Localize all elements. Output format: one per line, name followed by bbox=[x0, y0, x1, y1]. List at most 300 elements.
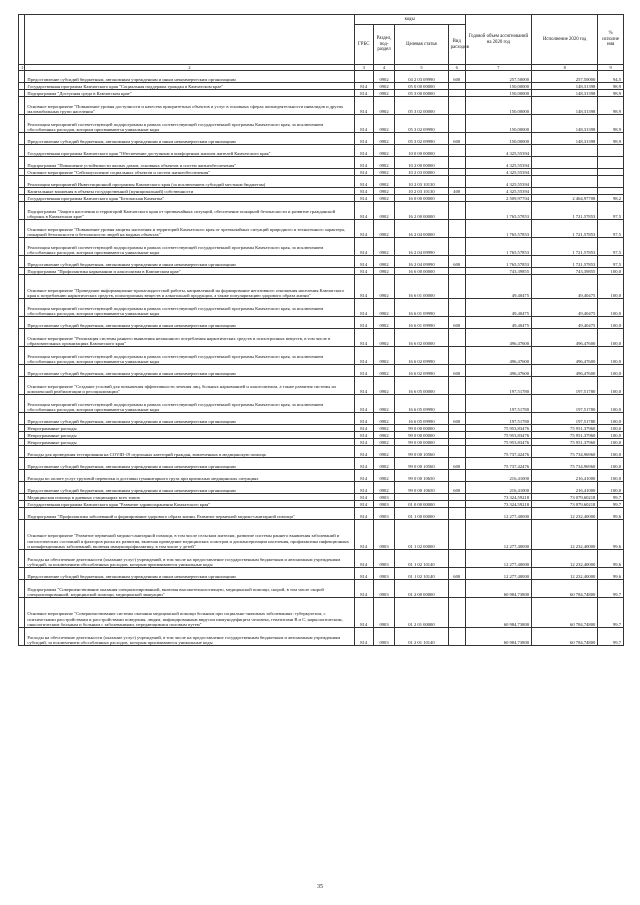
row-vr-cell bbox=[448, 432, 465, 439]
row-pct-cell bbox=[598, 157, 624, 169]
row-vr-cell bbox=[448, 347, 465, 365]
row-exec-cell: 216,41000 bbox=[532, 470, 598, 482]
row-vr-cell bbox=[448, 275, 465, 299]
row-exec-cell: 60 784,74800 bbox=[532, 628, 598, 646]
row-cs-cell: 99 0 00 10560 bbox=[395, 458, 448, 470]
row-grbs-cell: 814 bbox=[354, 202, 373, 220]
header-razdel: Раздел, под-раздел bbox=[373, 25, 394, 65]
row-vr-cell bbox=[448, 494, 465, 501]
row-volume-cell: 4 325,55394 bbox=[465, 157, 531, 169]
row-vr-cell bbox=[448, 220, 465, 238]
row-razdel-cell: 0903 bbox=[373, 501, 394, 508]
row-cs-cell: 01 1 00 00000 bbox=[395, 508, 448, 520]
row-razdel-cell: 0902 bbox=[373, 115, 394, 133]
row-pct-cell: 99,7 bbox=[598, 628, 624, 646]
row-exec-cell: 73 079,60218 bbox=[532, 494, 598, 501]
row-name-cell: Предоставление субсидий бюджетным, автономным учреждениям и иным некоммерческим организациям bbox=[25, 482, 354, 494]
row-vr-cell bbox=[448, 83, 465, 90]
row-cs-cell: 10 2 03 10130 bbox=[395, 176, 448, 188]
table-row bbox=[19, 482, 624, 494]
row-razdel-cell: 0903 bbox=[373, 508, 394, 520]
row-name-cell: Основное мероприятие "Совершенствование системы оказания медицинской помощи больным при социально-значимых заболеваниях: туберкулезом, с психическими расстройствами и расстройствами поведения, людям, инфицированным вирусом иммунодефицита человека, гепатитами B и C, наркологическим, онкологическим больным и больным с заболеваниями, передающимися половым путем" bbox=[25, 598, 354, 628]
row-cs-cell: 01 2 01 10140 bbox=[395, 628, 448, 646]
row-razdel-cell: 0902 bbox=[373, 176, 394, 188]
row-name-cell: Подпрограмма "Совершенствование оказания специализированной, включая высокотехнологичную, медицинской помощи, скорой, в том числе скорой специализированной, медицинской помощи, медицинской эвакуации" bbox=[25, 580, 354, 598]
colnum: 3 bbox=[354, 65, 373, 71]
row-volume-cell: 197,51780 bbox=[465, 377, 531, 395]
row-cs-cell: 01 0 00 00000 bbox=[395, 501, 448, 508]
row-vr-cell: 600 bbox=[448, 413, 465, 425]
table-row bbox=[19, 494, 624, 501]
row-name-cell: Основное мероприятие "Создание условий для повышения эффективности лечения лиц, больных наркоманией и алкоголизмом, а также развития системы их комплексной реабилитации и ресоциализации" bbox=[25, 377, 354, 395]
budget-table bbox=[18, 14, 624, 646]
header-grbs: ГРБС bbox=[354, 25, 373, 65]
row-vr-cell bbox=[448, 115, 465, 133]
row-exec-cell: 216,41000 bbox=[532, 482, 598, 494]
table-row bbox=[19, 470, 624, 482]
row-razdel-cell: 0902 bbox=[373, 347, 394, 365]
row-volume-cell: 75 953,83476 bbox=[465, 425, 531, 432]
row-exec-cell: 257,50000 bbox=[532, 71, 598, 83]
row-name-cell: Медицинская помощь в дневных стационарах всех типов bbox=[25, 494, 354, 501]
row-pct-cell bbox=[598, 176, 624, 188]
row-volume-cell: 73 324,59218 bbox=[465, 494, 531, 501]
row-exec-cell: 2 464,97708 bbox=[532, 195, 598, 202]
row-cs-cell: 10 2 00 00000 bbox=[395, 157, 448, 169]
row-name-cell: Непрограммные расходы bbox=[25, 439, 354, 446]
row-name-cell: Расходы на обеспечение деятельности (оказание услуг) учреждений, в том числе на предоставление государственным бюджетным и автономным учреждениям субсидий, за исключением обособленных расходов, которым присваиваются уникальные коды bbox=[25, 628, 354, 646]
table-row bbox=[19, 377, 624, 395]
row-grbs-cell: 814 bbox=[354, 317, 373, 329]
row-grbs-cell: 814 bbox=[354, 432, 373, 439]
row-name-cell: Реализация мероприятий соответствующей подпрограммы в рамках соответствующей государственной программы Камчатского края, за исключением обособленных расходов, которым присваиваются уникальные коды bbox=[25, 115, 354, 133]
row-razdel-cell: 0902 bbox=[373, 299, 394, 317]
row-grbs-cell: 814 bbox=[354, 157, 373, 169]
row-name-cell: Подпрограмма "Профилактика наркомании и алкоголизма в Камчатском крае" bbox=[25, 268, 354, 275]
row-grbs-cell: 814 bbox=[354, 598, 373, 628]
table-row bbox=[19, 176, 624, 188]
row-vr-cell bbox=[448, 157, 465, 169]
row-vr-cell bbox=[448, 425, 465, 432]
row-exec-cell: 12 232,40000 bbox=[532, 550, 598, 568]
row-pct-cell: 99,6 bbox=[598, 520, 624, 550]
row-vr-cell bbox=[448, 598, 465, 628]
row-razdel-cell: 0902 bbox=[373, 133, 394, 145]
row-vr-cell bbox=[448, 195, 465, 202]
row-exec-cell: 148,31398 bbox=[532, 83, 598, 90]
row-pct-cell: 100,0 bbox=[598, 275, 624, 299]
table-row bbox=[19, 580, 624, 598]
colnum: 7 bbox=[465, 65, 531, 71]
row-name-cell: Реализация мероприятий Инвестиционной программы Камчатского края (за исключением субсидий местным бюджетам) bbox=[25, 176, 354, 188]
table-row bbox=[19, 275, 624, 299]
row-volume-cell: 12 277,40000 bbox=[465, 520, 531, 550]
row-volume-cell: 75 953,83476 bbox=[465, 439, 531, 446]
row-name-cell: Реализация мероприятий соответствующей подпрограммы в рамках соответствующей государственной программы Камчатского края, за исключением обособленных расходов, которым присваиваются уникальные коды bbox=[25, 347, 354, 365]
row-name-cell: Расходы по оплате услуг грузовой перевозки и доставки гуманитарного груза при кризисных медицинских ситуациях bbox=[25, 470, 354, 482]
row-cs-cell: 16 6 05 09990 bbox=[395, 395, 448, 413]
row-volume-cell: 60 984,73800 bbox=[465, 598, 531, 628]
row-grbs-cell: 814 bbox=[354, 188, 373, 195]
header-exec: Исполнение 2020 год bbox=[532, 15, 598, 65]
row-volume-cell: 1 765,57853 bbox=[465, 202, 531, 220]
row-razdel-cell: 0902 bbox=[373, 482, 394, 494]
header-vr: Вид расходов bbox=[448, 25, 465, 65]
row-volume-cell: 4 325,55394 bbox=[465, 188, 531, 195]
row-exec-cell: 75 951,37960 bbox=[532, 439, 598, 446]
table-row bbox=[19, 347, 624, 365]
row-vr-cell bbox=[448, 501, 465, 508]
row-volume-cell: 150,00000 bbox=[465, 90, 531, 97]
row-grbs-cell: 814 bbox=[354, 395, 373, 413]
row-cs-cell: 16 2 04 00000 bbox=[395, 220, 448, 238]
row-pct-cell: 97,5 bbox=[598, 202, 624, 220]
row-razdel-cell: 0902 bbox=[373, 470, 394, 482]
row-razdel-cell: 0902 bbox=[373, 329, 394, 347]
row-pct-cell: 99,7 bbox=[598, 598, 624, 628]
table-row bbox=[19, 202, 624, 220]
row-volume-cell: 1 765,57853 bbox=[465, 220, 531, 238]
row-razdel-cell: 0902 bbox=[373, 188, 394, 195]
row-cs-cell: 99 0 00 10560 bbox=[395, 446, 448, 458]
row-razdel-cell: 0902 bbox=[373, 238, 394, 256]
table-row bbox=[19, 501, 624, 508]
table-body bbox=[19, 71, 624, 646]
row-razdel-cell: 0902 bbox=[373, 97, 394, 115]
row-pct-cell: 100,0 bbox=[598, 413, 624, 425]
row-pct-cell: 99,6 bbox=[598, 508, 624, 520]
row-vr-cell bbox=[448, 508, 465, 520]
row-cs-cell: 16 6 01 09990 bbox=[395, 299, 448, 317]
table-row bbox=[19, 598, 624, 628]
row-volume-cell: 496,47600 bbox=[465, 365, 531, 377]
row-pct-cell: 100,0 bbox=[598, 317, 624, 329]
row-vr-cell bbox=[448, 439, 465, 446]
row-vr-cell bbox=[448, 329, 465, 347]
row-name-cell: Основное мероприятие "Реализация системы раннего выявления незаконного потребления наркотических средств и психотропных веществ, в том числе в образовательных организациях Камчатского края" bbox=[25, 329, 354, 347]
row-pct-cell: 98,9 bbox=[598, 133, 624, 145]
row-razdel-cell: 0902 bbox=[373, 377, 394, 395]
row-cs-cell: 16 2 04 09990 bbox=[395, 256, 448, 268]
row-grbs-cell: 814 bbox=[354, 169, 373, 176]
row-grbs-cell: 814 bbox=[354, 550, 373, 568]
row-cs-cell: 16 6 02 09990 bbox=[395, 347, 448, 365]
row-cs-cell: 10 0 00 00000 bbox=[395, 145, 448, 157]
header-pct: % исполне ния bbox=[598, 15, 624, 65]
row-razdel-cell: 0903 bbox=[373, 494, 394, 501]
row-grbs-cell: 814 bbox=[354, 439, 373, 446]
row-grbs-cell: 814 bbox=[354, 413, 373, 425]
row-name-cell: Подпрограмма "Доступная среда в Камчатском крае" bbox=[25, 90, 354, 97]
row-razdel-cell: 0902 bbox=[373, 202, 394, 220]
table-row bbox=[19, 317, 624, 329]
row-name-cell: Государственная программа Камчатского края "Обеспечение доступным и комфортным жильем жителей Камчатского края" bbox=[25, 145, 354, 157]
row-name-cell: Предоставление субсидий бюджетным, автономным учреждениям и иным некоммерческим организациям bbox=[25, 458, 354, 470]
row-pct-cell: 100,0 bbox=[598, 458, 624, 470]
row-volume-cell: 1 765,57853 bbox=[465, 238, 531, 256]
row-volume-cell: 197,51780 bbox=[465, 413, 531, 425]
row-exec-cell: 197,51780 bbox=[532, 413, 598, 425]
row-razdel-cell: 0902 bbox=[373, 145, 394, 157]
row-cs-cell: 16 2 00 00000 bbox=[395, 202, 448, 220]
row-cs-cell: 10 2 03 10130 bbox=[395, 188, 448, 195]
row-exec-cell: 75 734,96960 bbox=[532, 446, 598, 458]
row-razdel-cell: 0903 bbox=[373, 628, 394, 646]
row-volume-cell: 216,41000 bbox=[465, 470, 531, 482]
row-cs-cell: 99 0 00 10650 bbox=[395, 482, 448, 494]
row-razdel-cell: 0902 bbox=[373, 413, 394, 425]
colnum: 6 bbox=[448, 65, 465, 71]
row-grbs-cell bbox=[354, 71, 373, 83]
row-name-cell: Предоставление субсидий бюджетным, автономным учреждениям и иным некоммерческим организациям bbox=[25, 71, 354, 83]
table-row bbox=[19, 169, 624, 176]
row-exec-cell: 12 232,40000 bbox=[532, 568, 598, 580]
row-grbs-cell: 814 bbox=[354, 377, 373, 395]
row-pct-cell: 100,0 bbox=[598, 365, 624, 377]
table-row bbox=[19, 458, 624, 470]
row-pct-cell: 97,5 bbox=[598, 238, 624, 256]
row-name-cell: Предоставление субсидий бюджетным, автономным учреждениям и иным некоммерческим организациям bbox=[25, 317, 354, 329]
row-cs-cell: 99 0 00 00000 bbox=[395, 439, 448, 446]
colnum: 1 bbox=[19, 65, 25, 71]
table-row bbox=[19, 145, 624, 157]
table-row bbox=[19, 115, 624, 133]
row-exec-cell bbox=[532, 157, 598, 169]
row-cs-cell: 16 6 01 00000 bbox=[395, 275, 448, 299]
row-exec-cell: 12 232,40000 bbox=[532, 520, 598, 550]
row-pct-cell: 98,9 bbox=[598, 97, 624, 115]
row-razdel-cell: 0902 bbox=[373, 268, 394, 275]
row-grbs-cell: 814 bbox=[354, 580, 373, 598]
row-name-cell: Подпрограмма "Повышение устойчивости жилых домов, основных объектов и систем жизнеобеспечения" bbox=[25, 157, 354, 169]
row-cs-cell: 16 6 01 09990 bbox=[395, 317, 448, 329]
row-exec-cell: 496,47600 bbox=[532, 365, 598, 377]
table-row bbox=[19, 520, 624, 550]
table-row bbox=[19, 220, 624, 238]
row-grbs-cell: 814 bbox=[354, 446, 373, 458]
row-vr-cell: 600 bbox=[448, 482, 465, 494]
row-volume-cell: 2 509,97704 bbox=[465, 195, 531, 202]
row-grbs-cell: 814 bbox=[354, 195, 373, 202]
row-pct-cell: 99,7 bbox=[598, 494, 624, 501]
row-volume-cell: 12 277,40000 bbox=[465, 568, 531, 580]
row-name-cell: Расходы для проведения тестирования на COVID-19 отдельных категорий граждан, вовлеченных в медицинскую помощь bbox=[25, 446, 354, 458]
row-volume-cell: 150,00000 bbox=[465, 83, 531, 90]
row-razdel-cell: 0902 bbox=[373, 439, 394, 446]
table-row bbox=[19, 508, 624, 520]
row-razdel-cell: 0903 bbox=[373, 568, 394, 580]
row-exec-cell: 1 721,57853 bbox=[532, 256, 598, 268]
row-exec-cell: 73 079,60218 bbox=[532, 501, 598, 508]
row-volume-cell: 12 277,40000 bbox=[465, 508, 531, 520]
row-name-cell: Реализация мероприятий соответствующей подпрограммы в рамках соответствующей государственной программы Камчатского края, за исключением обособленных расходов, которым присваиваются уникальные коды bbox=[25, 238, 354, 256]
row-name-cell: Предоставление субсидий бюджетным, автономным учреждениям и иным некоммерческим организациям bbox=[25, 568, 354, 580]
row-vr-cell bbox=[448, 97, 465, 115]
row-exec-cell bbox=[532, 145, 598, 157]
row-pct-cell: 100,0 bbox=[598, 329, 624, 347]
row-volume-cell: 150,00000 bbox=[465, 133, 531, 145]
row-vr-cell bbox=[448, 268, 465, 275]
row-cs-cell: 05 3 02 00000 bbox=[395, 97, 448, 115]
row-pct-cell: 100,0 bbox=[598, 446, 624, 458]
row-pct-cell: 99,7 bbox=[598, 580, 624, 598]
row-vr-cell bbox=[448, 202, 465, 220]
row-vr-cell: 600 bbox=[448, 133, 465, 145]
table-row bbox=[19, 329, 624, 347]
row-vr-cell bbox=[448, 520, 465, 550]
row-cs-cell: 99 0 00 00000 bbox=[395, 425, 448, 432]
row-exec-cell: 148,31398 bbox=[532, 133, 598, 145]
row-cs-cell: 10 2 03 00000 bbox=[395, 169, 448, 176]
row-name-cell: Государственная программа Камчатского края "Развитие здравоохранения Камчатского края" bbox=[25, 501, 354, 508]
row-exec-cell: 197,51780 bbox=[532, 395, 598, 413]
row-pct-cell bbox=[598, 145, 624, 157]
row-pct-cell: 94,5 bbox=[598, 71, 624, 83]
header-volume: Годовой объем ассигнований на 2020 год bbox=[465, 15, 531, 65]
row-volume-cell: 60 984,73800 bbox=[465, 628, 531, 646]
row-pct-cell: 97,5 bbox=[598, 220, 624, 238]
row-exec-cell: 743,39855 bbox=[532, 268, 598, 275]
row-pct-cell: 98,2 bbox=[598, 195, 624, 202]
row-name-cell: Основное мероприятие "Развитие первичной медико-санитарной помощи, в том числе сельским жителям, развитие системы раннего выявления заболеваний и патологических состояний и факторов риска их развития, включая проведение медицинских осмотров и диспансеризации населения, профилактика инфекционных и неинфекционных заболеваний, включая иммунопрофилактику, в том числе у детей" bbox=[25, 520, 354, 550]
row-name-cell: Реализация мероприятий соответствующей подпрограммы в рамках соответствующей государственной программы Камчатского края, за исключением обособленных расходов, которым присваиваются уникальные коды bbox=[25, 395, 354, 413]
row-name-cell: Капитальные вложения в объекты государственной (муниципальной) собственности bbox=[25, 188, 354, 195]
row-grbs-cell: 814 bbox=[354, 238, 373, 256]
row-razdel-cell: 0903 bbox=[373, 550, 394, 568]
row-volume-cell: 4 325,55394 bbox=[465, 145, 531, 157]
row-razdel-cell: 0902 bbox=[373, 458, 394, 470]
row-grbs-cell: 814 bbox=[354, 628, 373, 646]
row-vr-cell bbox=[448, 238, 465, 256]
row-razdel-cell: 0902 bbox=[373, 425, 394, 432]
row-grbs-cell: 814 bbox=[354, 176, 373, 188]
header-cs: Целевая статья bbox=[395, 25, 448, 65]
row-grbs-cell: 814 bbox=[354, 347, 373, 365]
row-vr-cell: 600 bbox=[448, 256, 465, 268]
row-vr-cell bbox=[448, 90, 465, 97]
row-volume-cell: 150,00000 bbox=[465, 115, 531, 133]
row-exec-cell: 496,47600 bbox=[532, 329, 598, 347]
table-row bbox=[19, 157, 624, 169]
row-cs-cell: 16 6 05 00000 bbox=[395, 377, 448, 395]
row-grbs-cell: 814 bbox=[354, 520, 373, 550]
row-exec-cell: 148,31398 bbox=[532, 97, 598, 115]
row-razdel-cell: 0903 bbox=[373, 520, 394, 550]
row-vr-cell: 400 bbox=[448, 188, 465, 195]
row-grbs-cell: 814 bbox=[354, 97, 373, 115]
row-exec-cell: 75 951,37960 bbox=[532, 425, 598, 432]
table-row bbox=[19, 395, 624, 413]
row-vr-cell: 600 bbox=[448, 71, 465, 83]
row-razdel-cell: 0902 bbox=[373, 365, 394, 377]
row-volume-cell: 496,47600 bbox=[465, 329, 531, 347]
table-row bbox=[19, 238, 624, 256]
table-row bbox=[19, 439, 624, 446]
row-razdel-cell: 0903 bbox=[373, 598, 394, 628]
row-cs-cell: 05 0 00 00000 bbox=[395, 83, 448, 90]
row-pct-cell: 100,0 bbox=[598, 268, 624, 275]
row-name-cell: Основное мероприятие "Сейсмоусиление социальных объектов и систем жизнеобеспечения" bbox=[25, 169, 354, 176]
row-vr-cell: 600 bbox=[448, 458, 465, 470]
row-pct-cell: 100,0 bbox=[598, 470, 624, 482]
row-name-cell: Подпрограмма "Защита населения и территорий Камчатского края от чрезвычайных ситуаций, обеспечение пожарной безопасности и развитие гражданской обороны в Камчатском крае" bbox=[25, 202, 354, 220]
header-codes: коды bbox=[354, 15, 465, 25]
row-grbs-cell: 814 bbox=[354, 425, 373, 432]
header-name bbox=[25, 15, 354, 65]
row-name-cell: Расходы на обеспечение деятельности (оказание услуг) учреждений, в том числе на предоставление государственным бюджетным и автономным учреждениям субсидий, за исключением обособленных расходов, которым присваиваются уникальные коды bbox=[25, 550, 354, 568]
row-volume-cell: 216,41000 bbox=[465, 482, 531, 494]
row-razdel-cell: 0902 bbox=[373, 395, 394, 413]
row-cs-cell: 05 3 02 09990 bbox=[395, 133, 448, 145]
table-row bbox=[19, 568, 624, 580]
row-grbs-cell: 814 bbox=[354, 458, 373, 470]
row-razdel-cell: 0902 bbox=[373, 90, 394, 97]
row-name-cell: Непрограммные расходы bbox=[25, 425, 354, 432]
row-razdel-cell: 0902 bbox=[373, 256, 394, 268]
row-exec-cell: 49,40475 bbox=[532, 299, 598, 317]
row-pct-cell bbox=[598, 188, 624, 195]
table-row bbox=[19, 365, 624, 377]
colnum: 4 bbox=[373, 65, 394, 71]
row-pct-cell: 98,9 bbox=[598, 90, 624, 97]
row-exec-cell: 75 951,37960 bbox=[532, 432, 598, 439]
row-exec-cell: 12 232,40000 bbox=[532, 508, 598, 520]
row-vr-cell: 600 bbox=[448, 317, 465, 329]
row-grbs-cell: 814 bbox=[354, 365, 373, 377]
row-exec-cell: 49,40475 bbox=[532, 275, 598, 299]
row-vr-cell bbox=[448, 446, 465, 458]
row-pct-cell: 98,9 bbox=[598, 115, 624, 133]
row-pct-cell: 100,0 bbox=[598, 299, 624, 317]
row-cs-cell: 16 6 05 09990 bbox=[395, 413, 448, 425]
table-row bbox=[19, 256, 624, 268]
row-exec-cell: 148,31398 bbox=[532, 90, 598, 97]
row-cs-cell: 01 1 02 10140 bbox=[395, 550, 448, 568]
row-exec-cell: 148,31398 bbox=[532, 115, 598, 133]
row-pct-cell: 100,0 bbox=[598, 439, 624, 446]
row-volume-cell: 743,39855 bbox=[465, 268, 531, 275]
row-razdel-cell: 0902 bbox=[373, 71, 394, 83]
row-vr-cell bbox=[448, 550, 465, 568]
row-vr-cell: 600 bbox=[448, 568, 465, 580]
row-vr-cell bbox=[448, 395, 465, 413]
row-razdel-cell: 0902 bbox=[373, 83, 394, 90]
row-volume-cell: 197,51780 bbox=[465, 395, 531, 413]
table-row bbox=[19, 133, 624, 145]
row-exec-cell: 1 721,57853 bbox=[532, 202, 598, 220]
row-pct-cell: 100,0 bbox=[598, 377, 624, 395]
row-exec-cell: 1 721,57853 bbox=[532, 220, 598, 238]
row-cs-cell bbox=[395, 494, 448, 501]
row-cs-cell: 04 2 03 09990 bbox=[395, 71, 448, 83]
row-name-cell: Предоставление субсидий бюджетным, автономным учреждениям и иным некоммерческим организациям bbox=[25, 133, 354, 145]
row-pct-cell: 100,0 bbox=[598, 482, 624, 494]
row-pct-cell: 98,9 bbox=[598, 83, 624, 90]
table-row bbox=[19, 413, 624, 425]
table-row bbox=[19, 628, 624, 646]
row-pct-cell: 99,7 bbox=[598, 501, 624, 508]
row-name-cell: Государственная программа Камчатского края "Социальная поддержка граждан в Камчатском крае" bbox=[25, 83, 354, 90]
table-row bbox=[19, 446, 624, 458]
row-vr-cell bbox=[448, 580, 465, 598]
row-razdel-cell: 0902 bbox=[373, 275, 394, 299]
row-grbs-cell: 814 bbox=[354, 494, 373, 501]
row-cs-cell: 16 0 00 00000 bbox=[395, 195, 448, 202]
colnum: 2 bbox=[25, 65, 354, 71]
row-pct-cell bbox=[598, 169, 624, 176]
row-cs-cell: 01 2 00 00000 bbox=[395, 580, 448, 598]
row-volume-cell: 257,50000 bbox=[465, 71, 531, 83]
